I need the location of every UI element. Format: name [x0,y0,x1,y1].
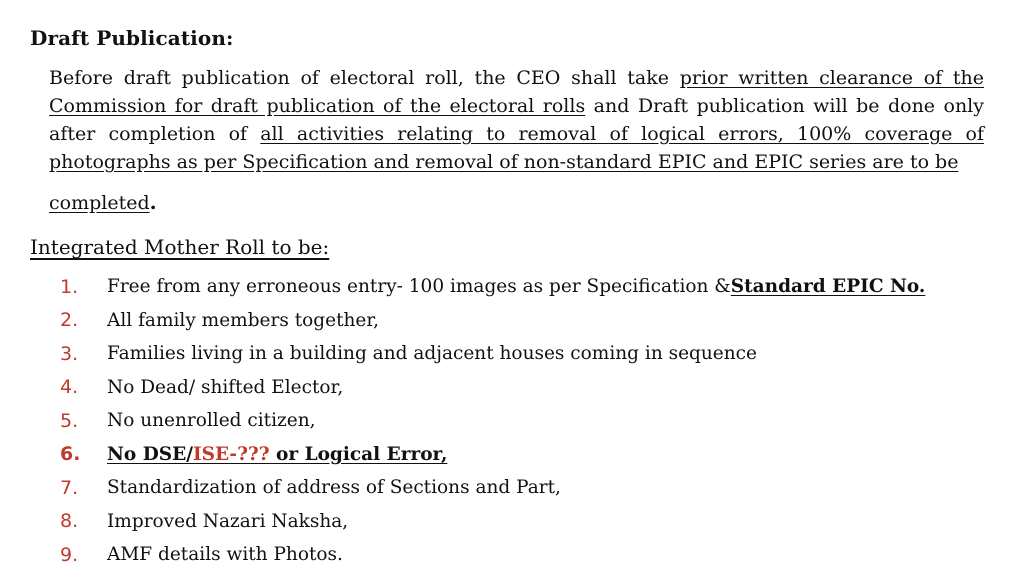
list-number: 2. [60,309,79,332]
list-emphasis-a: No DSE/ [107,443,193,465]
list-number: 7. [60,476,79,499]
requirements-list [60,270,925,572]
list-text: Standardization of address of Sections and Part, [107,477,561,499]
list-text: No unenrolled citizen, [107,410,316,432]
list-text: All family members together, [107,309,380,331]
list-text: No Dead/ shifted Elector, [107,376,344,398]
list-text: Families living in a building and adjacent houses coming in sequence [107,343,757,365]
list-number: 6. [60,443,81,466]
para-underlined-3: completed [49,192,150,214]
draft-publication-paragraph [49,64,984,217]
list-text: AMF details with Photos. [107,544,343,566]
list-text: Improved Nazari Naksha, [107,510,349,532]
list-number: 1. [60,275,79,298]
list-number: 4. [60,376,79,399]
list-number: 3. [60,342,79,365]
section-heading: Draft Publication: [30,26,234,50]
list-item [60,404,925,438]
list-number: 8. [60,510,79,533]
list-emphasis-c: or Logical Error, [269,443,448,465]
list-item [60,471,925,505]
list-item [60,270,925,304]
list-emphasis-red: ISE-??? [192,443,270,465]
mother-roll-subheading: Integrated Mother Roll to be: [30,235,330,259]
list-emphasis: Standard EPIC No. [730,276,926,298]
para-end: . [149,190,157,214]
list-emphasis [107,444,447,465]
para-underlined-2: all activities relating to removal of logical errors, 100% coverage of photographs as per Specification and removal of non-standard EPIC and EPIC series are to be [49,123,984,173]
list-number: 9. [60,543,79,566]
list-item [60,371,925,405]
para-underlined-1: prior written clearance of the Commission for draft publication of the electoral rolls [49,67,985,117]
para-text-1: Before draft publication of electoral roll, the CEO shall take [49,67,680,89]
list-item [60,304,925,338]
list-number: 5. [60,409,79,432]
list-item [60,438,925,472]
para-last-line [49,188,984,217]
list-item [60,505,925,539]
para-text-2: and Draft publication will be done only after completion of [49,95,984,145]
list-item [60,538,925,572]
list-text: Free from any erroneous entry- 100 images as per Specification & [107,276,731,298]
list-item [60,337,925,371]
